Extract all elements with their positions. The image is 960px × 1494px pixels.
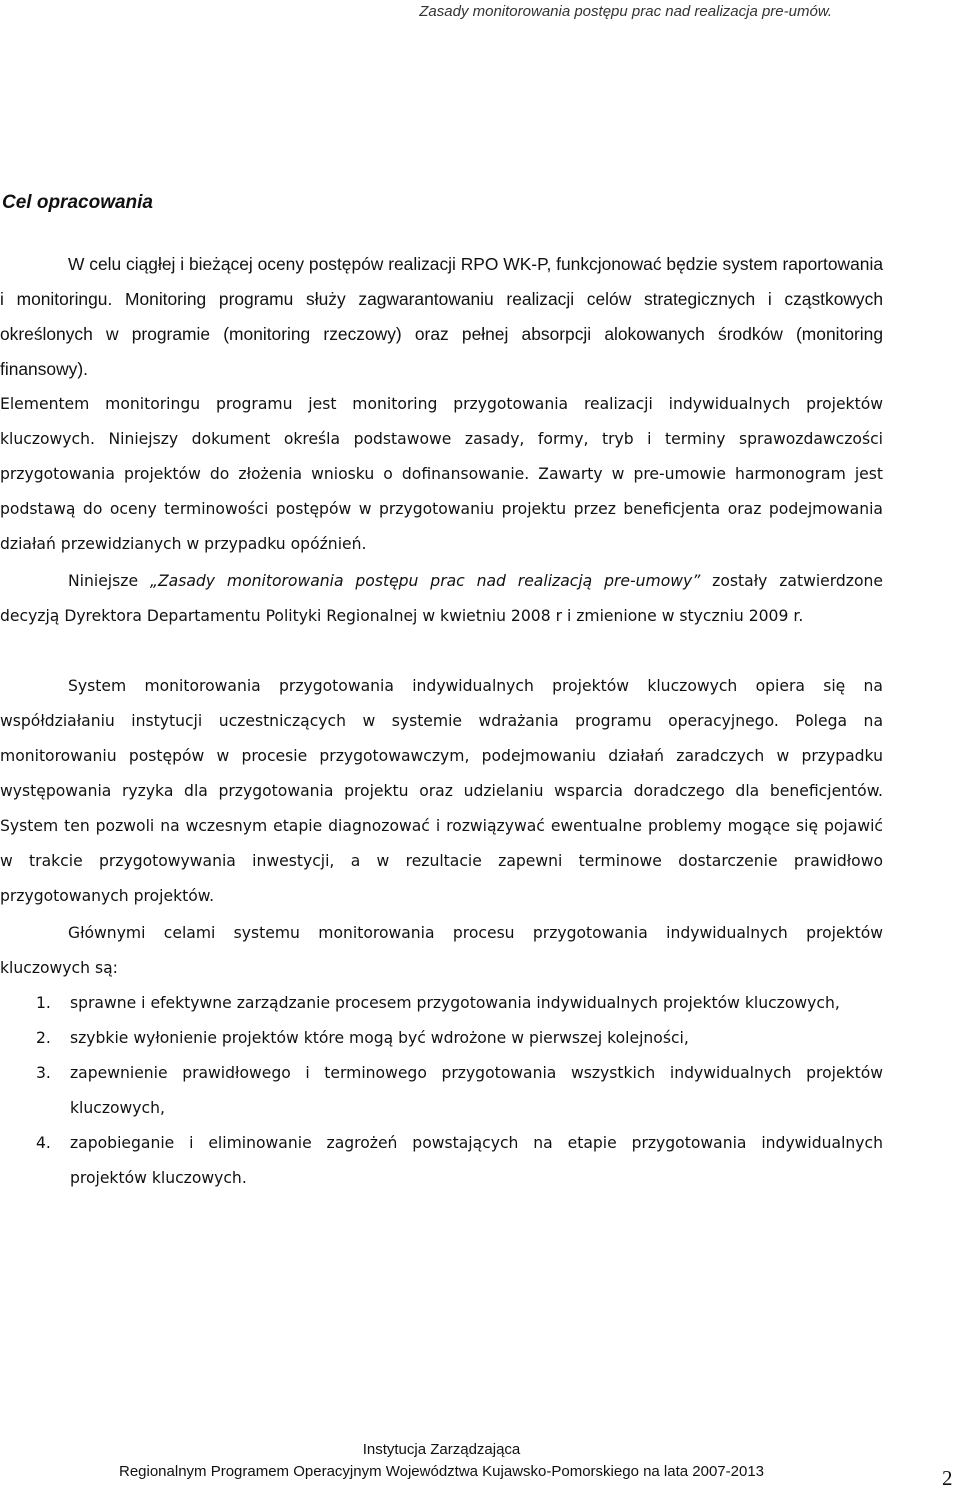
goals-list — [0, 986, 883, 1196]
list-item — [0, 986, 883, 1021]
list-item-text: zapewnienie prawidłowego i terminowego przygotowania wszystkich indywidualnych projektów kluczowych, — [70, 1064, 883, 1117]
page-header-title: Zasady monitorowania postępu prac nad realizacja pre-umów. — [419, 3, 832, 20]
paragraph-approval — [0, 564, 883, 634]
document-title-quote: „Zasady monitorowania postępu prac nad realizacją pre-umowy” — [149, 572, 701, 590]
list-item-number: 2. — [36, 1029, 51, 1047]
paragraph-monitoring-element: Elementem monitoringu programu jest monitoring przygotowania realizacji indywidualnych projektów kluczowych. Niniejszy dokument określa podstawowe zasady, formy, tryb i terminy sprawozdawczości przygotowania projektów do złożenia wniosku o dofinansowanie. Zawarty w pre-umowie harmonogram jest podstawą do oceny terminowości postępów w przygotowaniu projektu przez beneficjenta oraz podejmowania działań przewidzianych w przypadku opóźnień. — [0, 395, 883, 553]
paragraph-system-description: System monitorowania przygotowania indywidualnych projektów kluczowych opiera się na współdziałaniu instytucji uczestniczących w systemie wdrażania programu operacyjnego. Polega na monitorowaniu postępów w procesie przygotowawczym, podejmowaniu działań zaradczych w przypadku występowania ryzyka dla przygotowania projektu oraz udzielaniu wsparcia doradczego dla beneficjentów. System ten pozwoli na wczesnym etapie diagnozować i rozwiązywać ewentualne problemy mogące się pojawić w trakcie przygotowywania inwestycji, a w rezultacie zapewni terminowe dostarczenie prawidłowo przygotowanych projektów. — [0, 677, 883, 905]
footer-institution: Instytucja Zarządzająca — [362, 1441, 521, 1458]
paragraph-goals-intro: Głównymi celami systemu monitorowania procesu przygotowania indywidualnych projektów kluczowych są: — [0, 924, 883, 977]
list-item-number: 4. — [36, 1134, 51, 1152]
list-item — [0, 1021, 883, 1056]
list-item-text: szybkie wyłonienie projektów które mogą być wdrożone w pierwszej kolejności, — [70, 1029, 689, 1047]
list-item-number: 3. — [36, 1064, 51, 1082]
list-item-text: zapobieganie i eliminowanie zagrożeń powstających na etapie przygotowania indywidualnych projektów kluczowych. — [70, 1134, 883, 1187]
list-item — [0, 1126, 883, 1196]
list-item — [0, 1056, 883, 1126]
paragraph-purpose: W celu ciągłej i bieżącej oceny postępów realizacji RPO WK-P, funkcjonować będzie system raportowania i monitoringu. Monitoring programu służy zagwarantowaniu realizacji celów strategicznych i cząstkowych określonych w programie (monitoring rzeczowy) oraz pełnej absorpcji alokowanych środków (monitoring finansowy). — [0, 254, 883, 379]
list-item-number: 1. — [36, 994, 51, 1012]
approval-text-start: Niniejsze — [68, 572, 150, 590]
footer-program-name: Regionalnym Programem Operacyjnym Województwa Kujawsko-Pomorskiego na lata 2007-2013 — [118, 1463, 765, 1480]
approval-text-end: zostały zatwierdzone decyzją Dyrektora Departamentu Polityki Regionalnej w kwietniu 2008 r i zmienione w styczniu 2009 r. — [0, 572, 883, 625]
page-number: 2 — [942, 1466, 953, 1490]
list-item-text: sprawne i efektywne zarządzanie procesem przygotowania indywidualnych projektów kluczowych, — [70, 994, 840, 1012]
section-heading: Cel opracowania — [2, 192, 153, 213]
